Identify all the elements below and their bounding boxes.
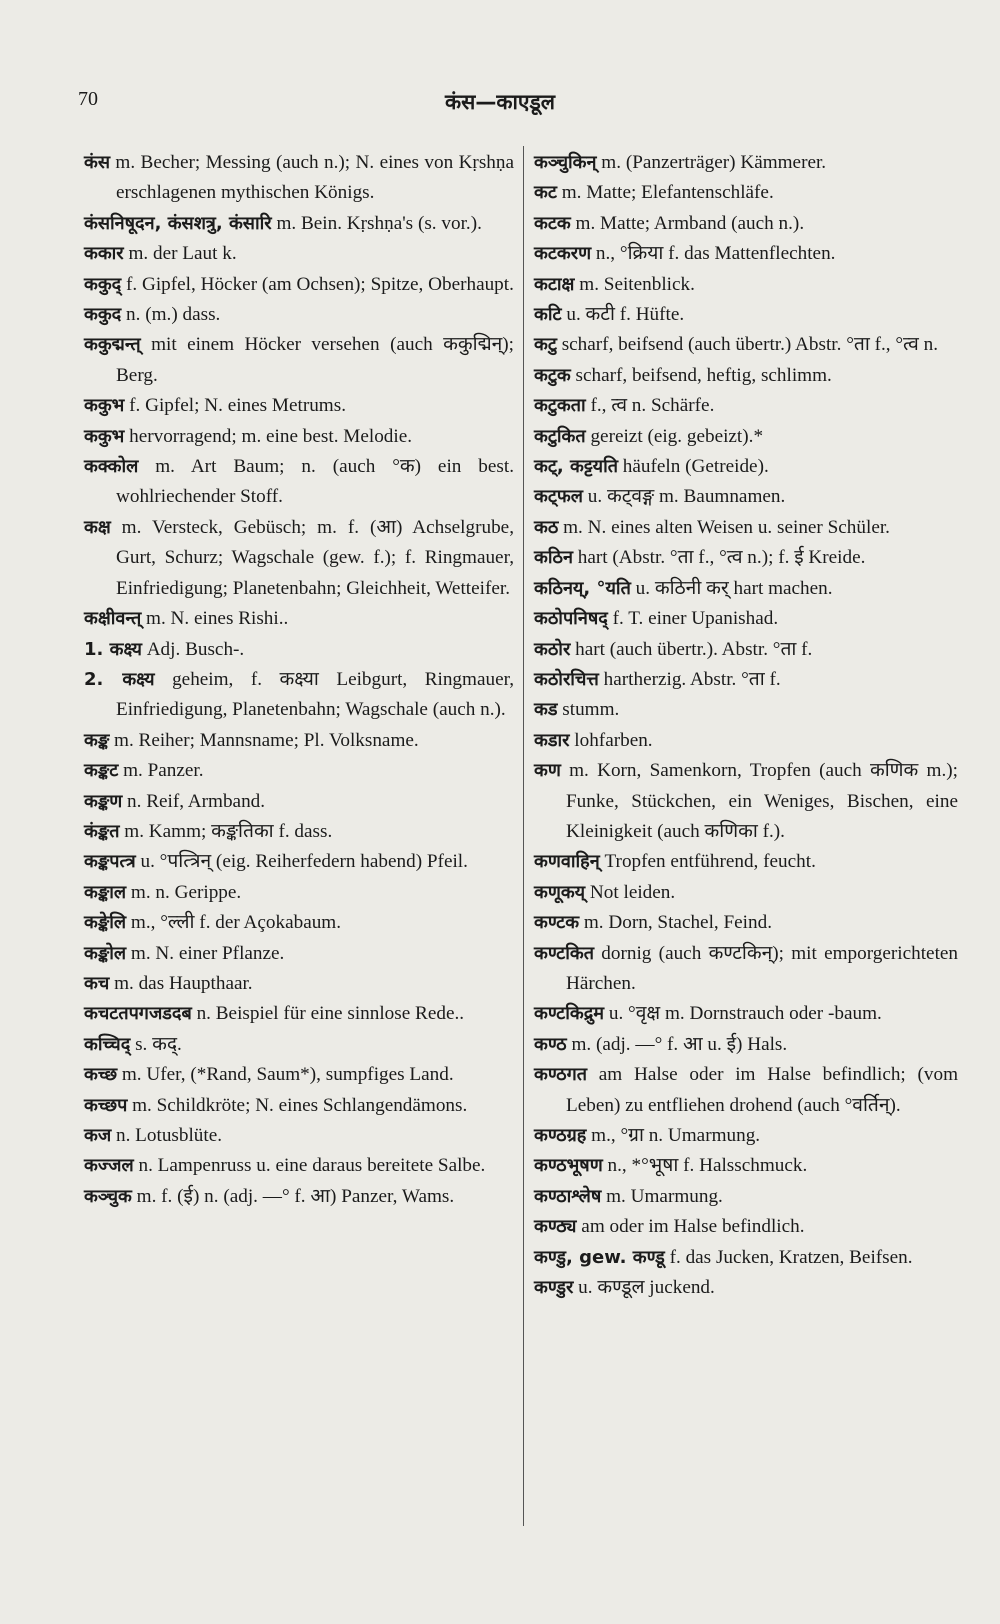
entry-definition: u. °वृक्ष m. Dornstrauch oder -baum. (608, 1003, 882, 1025)
entry-definition: u. कटी f. Hüfte. (566, 304, 685, 326)
dictionary-entry (534, 209, 958, 239)
dictionary-entry (84, 148, 514, 209)
entry-headword: कट्, कट्टयति (534, 456, 618, 478)
dictionary-entry (84, 1182, 514, 1212)
dictionary-entry (534, 756, 958, 847)
entry-headword: कट (534, 182, 557, 204)
entry-headword: ककुभ (84, 395, 125, 417)
entry-definition: geheim, f. कक्ष्या Leibgurt, Ringmauer, Einfriedigung, Planetenbahn; Wagschale (auch n.). (116, 668, 514, 721)
dictionary-entry (534, 300, 958, 330)
entry-definition: m. Umarmung. (606, 1185, 723, 1207)
dictionary-entry (84, 908, 514, 938)
entry-definition: hervorragend; m. eine best. Melodie. (129, 425, 413, 447)
dictionary-entry (84, 1151, 514, 1181)
entry-definition: m. Dorn, Stachel, Feind. (583, 912, 772, 934)
dictionary-entry (84, 1030, 514, 1060)
entry-definition: scharf, beifsend (auch übertr.) Abstr. °ता f., °त्व n. (561, 334, 938, 356)
entry-definition: n. (m.) dass. (126, 304, 221, 326)
dictionary-entry (84, 787, 514, 817)
entry-definition: m. Kamm; कङ्कतिका f. dass. (124, 820, 333, 842)
right-column (534, 148, 958, 1303)
dictionary-entry (534, 148, 958, 178)
entry-definition: m. Matte; Armband (auch n.). (575, 212, 805, 234)
dictionary-entry (534, 1060, 958, 1121)
dictionary-entry (534, 1151, 958, 1181)
entry-headword: कण्ठभूषण (534, 1155, 603, 1177)
entry-definition: m. Bein. Kṛshṇa's (s. vor.). (276, 212, 482, 234)
entry-definition: m. Korn, Samenkorn, Tropfen (auch कणिक m.); Funke, Stückchen, ein Weniges, Bischen, eine Kleinigkeit (auch कणिका f.). (566, 760, 958, 842)
dictionary-entry (84, 635, 514, 665)
entry-definition: häufeln (Getreide). (622, 456, 769, 478)
entry-headword: ककुभ (84, 425, 125, 447)
entry-definition: m. das Haupthaar. (114, 972, 253, 994)
entry-headword: कज्जल (84, 1155, 134, 1177)
entry-headword: कण्ठ (534, 1033, 567, 1055)
dictionary-entry (84, 1121, 514, 1151)
entry-definition: stumm. (562, 699, 620, 721)
entry-headword: कठिनय्, °यति (534, 577, 631, 599)
dictionary-entry (84, 999, 514, 1029)
dictionary-entry (84, 513, 514, 604)
entry-headword: 1. कक्ष्य (84, 638, 142, 660)
dictionary-entry (534, 391, 958, 421)
entry-headword: कण्डु, gew. कण्डू (534, 1246, 665, 1268)
entry-headword: कङ्कट (84, 760, 119, 782)
entry-headword: कच (84, 972, 110, 994)
entry-headword: कक्षीवन्त् (84, 608, 142, 630)
entry-headword: कटु (534, 334, 557, 356)
dictionary-entry (534, 878, 958, 908)
entry-definition: m. Seitenblick. (579, 273, 695, 295)
entry-definition: m. (Panzerträger) Kämmerer. (601, 152, 827, 173)
dictionary-entry (534, 1121, 958, 1151)
entry-headword: कच्छप (84, 1094, 128, 1116)
entry-headword: कणूकय् (534, 881, 586, 903)
dictionary-entry (534, 178, 958, 208)
entry-headword: कंसनिषूदन, कंसशत्रु, कंसारि (84, 212, 272, 234)
dictionary-entry (534, 239, 958, 269)
dictionary-entry (84, 239, 514, 269)
entry-definition: f., त्व n. Schärfe. (590, 395, 715, 417)
column-divider (523, 146, 524, 1526)
entry-headword: कटि (534, 304, 562, 326)
page-header (0, 88, 1000, 118)
dictionary-entry (534, 482, 958, 512)
entry-headword: कण्टकिद्रुम (534, 1003, 605, 1025)
entry-headword: कङ्केलि (84, 912, 127, 934)
dictionary-entry (84, 878, 514, 908)
dictionary-entry (84, 452, 514, 513)
entry-definition: m. Matte; Elefantenschläfe. (561, 182, 774, 204)
dictionary-entry (534, 847, 958, 877)
entry-headword: कङ्कोल (84, 942, 127, 964)
entry-definition: m. Ufer, (*Rand, Saum*), sumpfiges Land. (121, 1064, 454, 1086)
entry-definition: m. Reiher; Mannsname; Pl. Volksname. (114, 729, 419, 751)
entry-definition: Adj. Busch-. (146, 638, 245, 660)
dictionary-entry (534, 939, 958, 1000)
entry-headword: कञ्चुकिन् (534, 152, 597, 173)
dictionary-entry (534, 635, 958, 665)
dictionary-entry (534, 999, 958, 1029)
entry-definition: scharf, beifsend, heftig, schlimm. (575, 364, 832, 386)
entry-headword: कण्टकित (534, 942, 594, 964)
entry-headword: कङ्क (84, 729, 110, 751)
left-column (84, 148, 514, 1212)
entry-headword: कठोर (534, 638, 571, 660)
entry-headword: कटक (534, 212, 571, 234)
entry-definition: m. n. Gerippe. (130, 881, 242, 903)
entry-headword: कडार (534, 729, 570, 751)
dictionary-entry (534, 1212, 958, 1242)
entry-headword: कटकरण (534, 243, 592, 265)
entry-definition: m. N. eines Rishi.. (146, 608, 289, 630)
dictionary-entry (534, 422, 958, 452)
entry-headword: कण्टक (534, 912, 580, 934)
entry-definition: m. N. eines alten Weisen u. seiner Schüler. (563, 516, 890, 538)
entry-headword: कटुक (534, 364, 571, 386)
entry-headword: कण (534, 760, 561, 782)
entry-definition: dornig (auch कण्टकिन्); mit emporgerichteten Härchen. (566, 942, 959, 994)
entry-headword: ककुद (84, 304, 122, 326)
entry-definition: u. कण्डूल juckend. (578, 1277, 715, 1299)
entry-definition: f. Gipfel, Höcker (am Ochsen); Spitze, Oberhaupt. (126, 273, 514, 295)
entry-headword: कटुकता (534, 395, 586, 417)
entry-definition: m. Versteck, Gebüsch; m. f. (आ) Achselgrube, Gurt, Schurz; Wagschale (gew. f.); f. Ringmauer, Einfriedigung; Planetenbahn; Gleichheit, Wetteifer. (116, 516, 514, 599)
entry-definition: hart (Abstr. °ता f., °त्व n.); f. ई Kreide. (577, 547, 866, 569)
entry-definition: n., °क्रिया f. das Mattenflechten. (595, 243, 836, 265)
dictionary-entry (84, 391, 514, 421)
dictionary-entry (534, 330, 958, 360)
entry-definition: m., °ग्रा n. Umarmung. (591, 1125, 761, 1146)
dictionary-entry (84, 1091, 514, 1121)
entry-definition: n., *°भूषा f. Halsschmuck. (607, 1155, 808, 1177)
entry-headword: कटाक्ष (534, 273, 575, 295)
dictionary-entry (534, 270, 958, 300)
entry-headword: कक्ष (84, 516, 111, 538)
dictionary-entry (84, 604, 514, 634)
entry-headword: कठ (534, 516, 559, 538)
entry-headword: कठोपनिषद् (534, 608, 608, 630)
entry-definition: f. das Jucken, Kratzen, Beifsen. (669, 1246, 913, 1268)
dictionary-entry (534, 604, 958, 634)
entry-definition: n. Reif, Armband. (127, 790, 266, 812)
entry-headword: कच्चिद् (84, 1033, 131, 1055)
entry-headword: कटुकित (534, 425, 586, 447)
dictionary-entry (84, 939, 514, 969)
entry-definition: m. (adj. —° f. आ u. ई) Hals. (571, 1033, 788, 1055)
entry-headword: कठिन (534, 547, 573, 569)
dictionary-entry (534, 908, 958, 938)
dictionary-entry (534, 452, 958, 482)
entry-definition: m. Art Baum; n. (auch °क) ein best. wohlriechender Stoff. (116, 456, 514, 508)
dictionary-entry (534, 695, 958, 725)
entry-definition: m., °ल्ली f. der Açokabaum. (130, 912, 342, 934)
entry-headword: ककार (84, 243, 124, 265)
entry-definition: f. Gipfel; N. eines Metrums. (129, 395, 346, 417)
entry-headword: कक्कोल (84, 456, 139, 478)
entry-definition: f. T. einer Upanishad. (612, 608, 779, 630)
entry-headword: कण्ठगत (534, 1064, 588, 1086)
dictionary-entry (84, 422, 514, 452)
entry-definition: gereizt (eig. gebeizt).* (590, 425, 764, 447)
dictionary-entry (84, 847, 514, 877)
entry-headword: कङ्कण (84, 790, 123, 812)
entry-definition: s. कद्. (135, 1033, 182, 1055)
dictionary-entry (534, 1243, 958, 1273)
entry-definition: m. der Laut k. (128, 243, 237, 265)
entry-definition: hartherzig. Abstr. °ता f. (603, 668, 781, 690)
entry-headword: कड (534, 699, 558, 721)
entry-headword: कठोरचित्त (534, 668, 599, 690)
entry-headword: कंङ्कत (84, 820, 120, 842)
entry-headword: कण्ठाश्लेष (534, 1185, 602, 1207)
entry-definition: am oder im Halse befindlich. (581, 1216, 805, 1238)
entry-definition: u. कठिनी कर् hart machen. (635, 577, 833, 599)
page-number: 70 (78, 88, 98, 110)
dictionary-entry (84, 270, 514, 300)
entry-definition: m. Panzer. (123, 760, 204, 782)
entry-headword: ककुद् (84, 273, 122, 295)
entry-definition: Tropfen entführend, feucht. (604, 851, 816, 873)
dictionary-entry (84, 726, 514, 756)
entry-definition: n. Lotusblüte. (115, 1125, 223, 1146)
entry-headword: ककुद्मन्त् (84, 334, 141, 356)
entry-definition: m. f. (ई) n. (adj. —° f. आ) Panzer, Wams. (136, 1185, 455, 1207)
entry-definition: am Halse oder im Halse befindlich; (vom Leben) zu entfliehen drohend (auch °वर्तिन्). (566, 1064, 959, 1116)
dictionary-entry (84, 1060, 514, 1090)
running-head: कंस—काएडूल (445, 90, 555, 114)
entry-definition: m. Becher; Messing (auch n.); N. eines von Kṛshṇa erschlagenen mythischen Königs. (115, 152, 514, 204)
entry-headword: 2. कक्ष्य (84, 668, 155, 690)
entry-definition: u. कट्वङ्ग m. Baumnamen. (587, 486, 786, 508)
dictionary-entry (84, 209, 514, 239)
entry-headword: कङ्कपत्त्र (84, 851, 136, 873)
entry-definition: m. Schildkröte; N. eines Schlangendämons. (132, 1094, 468, 1116)
dictionary-entry (84, 817, 514, 847)
entry-headword: कण्डुर (534, 1277, 574, 1299)
entry-headword: कचटतपगजडदब (84, 1003, 192, 1025)
entry-headword: कञ्चुक (84, 1185, 132, 1207)
dictionary-entry (84, 330, 514, 391)
entry-headword: कण्ठग्रह (534, 1125, 587, 1146)
entry-definition: Not leiden. (589, 881, 676, 903)
entry-definition: n. Lampenruss u. eine daraus bereitete Salbe. (138, 1155, 486, 1177)
entry-definition: m. N. einer Pflanze. (130, 942, 285, 964)
dictionary-entry (534, 1273, 958, 1303)
dictionary-entry (84, 665, 514, 726)
entry-definition: hart (auch übertr.). Abstr. °ता f. (575, 638, 813, 660)
dictionary-entry (534, 1030, 958, 1060)
dictionary-entry (534, 1182, 958, 1212)
dictionary-entry (84, 756, 514, 786)
dictionary-entry (534, 574, 958, 604)
entry-headword: कणवाहिन् (534, 851, 600, 873)
entry-headword: कट्फल (534, 486, 583, 508)
dictionary-entry (84, 969, 514, 999)
entry-headword: कण्ठ्य (534, 1216, 577, 1238)
dictionary-entry (534, 665, 958, 695)
entry-definition: lohfarben. (574, 729, 653, 751)
entry-definition: mit einem Höcker versehen (auch ककुद्मिन्); Berg. (116, 334, 515, 386)
dictionary-entry (84, 300, 514, 330)
dictionary-entry (534, 361, 958, 391)
dictionary-entry (534, 513, 958, 543)
entry-headword: कंस (84, 152, 110, 173)
entry-headword: कज (84, 1125, 112, 1146)
entry-definition: u. °पत्त्रिन् (eig. Reiherfedern habend) Pfeil. (140, 851, 468, 873)
dictionary-entry (534, 726, 958, 756)
entry-headword: कच्छ (84, 1064, 118, 1086)
entry-definition: n. Beispiel für eine sinnlose Rede.. (196, 1003, 465, 1025)
entry-headword: कङ्काल (84, 881, 127, 903)
dictionary-entry (534, 543, 958, 573)
